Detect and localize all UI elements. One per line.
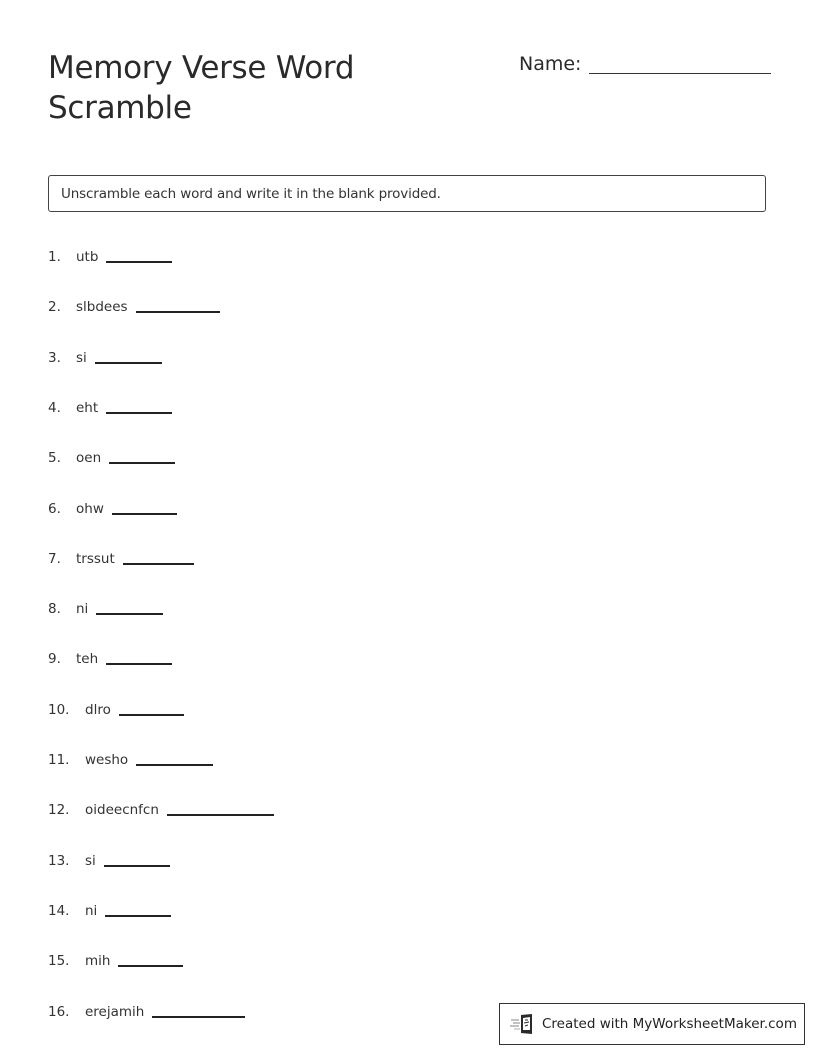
answer-blank[interactable] (136, 764, 213, 766)
footer-credit-badge[interactable] (499, 1003, 805, 1045)
item-number: 1. (48, 249, 61, 265)
item-number: 7. (48, 551, 61, 567)
scramble-item (48, 847, 170, 869)
item-number: 6. (48, 501, 61, 517)
scrambled-word: wesho (85, 752, 129, 768)
footer-credit-text: Created with MyWorksheetMaker.com (542, 1016, 797, 1032)
scramble-item (48, 746, 213, 768)
scrambled-word: trssut (76, 551, 115, 567)
scramble-item (48, 897, 171, 919)
worksheet-title: Memory Verse Word Scramble (48, 50, 355, 126)
answer-blank[interactable] (96, 613, 163, 615)
answer-blank[interactable] (109, 462, 175, 464)
scramble-item (48, 243, 172, 265)
instructions-text: Unscramble each word and write it in the blank provided. (61, 185, 441, 202)
scramble-item (48, 998, 245, 1020)
scrambled-word: eht (76, 400, 99, 416)
answer-blank[interactable] (152, 1016, 245, 1018)
scrambled-word: teh (76, 651, 99, 667)
answer-blank[interactable] (123, 563, 194, 565)
scrambled-word: oen (76, 450, 102, 466)
item-number: 2. (48, 299, 61, 315)
answer-blank[interactable] (106, 663, 172, 665)
scramble-item (48, 645, 172, 667)
instructions-box (48, 175, 766, 212)
scramble-item (48, 394, 172, 416)
item-number: 16. (48, 1004, 70, 1020)
item-number: 9. (48, 651, 61, 667)
scrambled-word: si (76, 350, 87, 366)
scramble-item (48, 444, 175, 466)
answer-blank[interactable] (106, 261, 172, 263)
scramble-item (48, 495, 177, 517)
item-number: 15. (48, 953, 70, 969)
answer-blank[interactable] (106, 412, 172, 414)
answer-blank[interactable] (136, 311, 220, 313)
scrambled-word: ni (76, 601, 89, 617)
name-field (519, 52, 771, 76)
item-number: 10. (48, 702, 70, 718)
item-number: 12. (48, 802, 70, 818)
scrambled-word: erejamih (85, 1004, 145, 1020)
answer-blank[interactable] (118, 965, 183, 967)
answer-blank[interactable] (104, 865, 170, 867)
scramble-item (48, 947, 183, 969)
name-label: Name: (519, 53, 582, 75)
scramble-item (48, 545, 194, 567)
scrambled-word: oideecnfcn (85, 802, 159, 818)
scrambled-word: utb (76, 249, 99, 265)
scramble-item (48, 293, 220, 315)
answer-blank[interactable] (95, 362, 162, 364)
item-number: 3. (48, 350, 61, 366)
item-number: 8. (48, 601, 61, 617)
answer-blank[interactable] (105, 915, 171, 917)
item-number: 5. (48, 450, 61, 466)
name-blank-line[interactable] (589, 73, 771, 74)
scramble-item (48, 796, 274, 818)
answer-blank[interactable] (112, 513, 177, 515)
item-number: 14. (48, 903, 70, 919)
item-number: 11. (48, 752, 70, 768)
answer-blank[interactable] (119, 714, 184, 716)
scrambled-word: slbdees (76, 299, 128, 315)
scramble-item (48, 344, 162, 366)
scrambled-word: ni (85, 903, 98, 919)
scrambled-word: ohw (76, 501, 104, 517)
item-number: 4. (48, 400, 61, 416)
scrambled-word: mih (85, 953, 111, 969)
item-number: 13. (48, 853, 70, 869)
scramble-item (48, 696, 184, 718)
scrambled-word: si (85, 853, 96, 869)
answer-blank[interactable] (167, 814, 274, 816)
scrambled-word: dlro (85, 702, 111, 718)
worksheet-maker-logo-icon (510, 1013, 536, 1035)
scramble-item (48, 595, 163, 617)
